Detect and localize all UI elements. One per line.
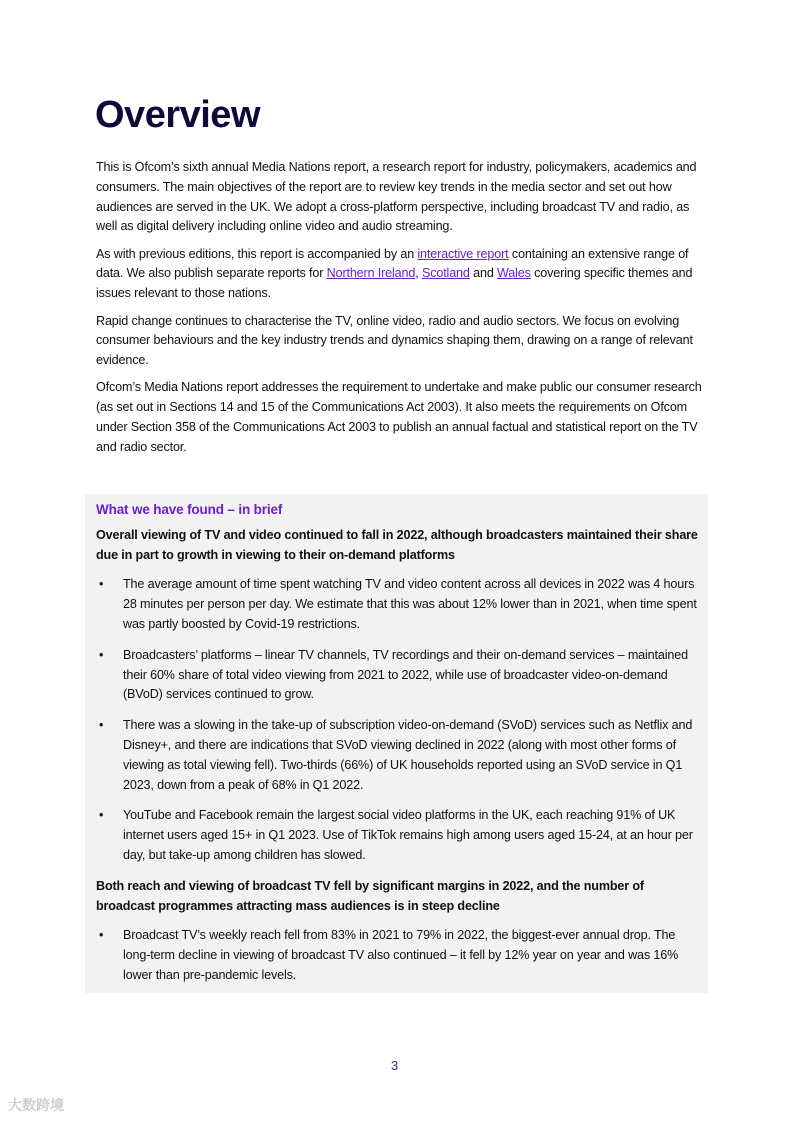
findings-lead-1: Overall viewing of TV and video continued to fall in 2022, although broadcasters maintained their share due in part to growth in viewing to their on-demand platforms bbox=[96, 527, 698, 562]
list-item bbox=[96, 716, 702, 795]
list-item bbox=[96, 926, 702, 985]
findings-box bbox=[85, 494, 708, 993]
bullet-icon: • bbox=[99, 808, 104, 823]
bullet-icon: • bbox=[99, 577, 104, 592]
findings-heading: What we have found – in brief bbox=[96, 502, 283, 517]
change-paragraph: Rapid change continues to characterise the TV, online video, radio and audio sectors. We focus on evolving consumer behaviours and the key industry trends and dynamics shaping them, drawing on a range of relevant evidence. bbox=[96, 313, 693, 368]
list-item-text: Broadcast TV’s weekly reach fell from 83% in 2021 to 79% in 2022, the biggest-ever annual drop. The long-term decline in viewing of broadcast TV also continued – it fell by 12% year on year and was 16% lower than pre-pandemic levels. bbox=[123, 928, 679, 982]
bullet-icon: • bbox=[99, 928, 104, 943]
northern-ireland-link[interactable]: Northern Ireland bbox=[326, 266, 416, 281]
list-item bbox=[96, 575, 702, 634]
requirements-paragraph: Ofcom’s Media Nations report addresses the requirement to undertake and make public our consumer research (as set out in Sections 14 and 15 of the Communications Act 2003). It also meets the requirements on Ofcom under Section 358 of the Communications Act 2003 to publish an annual factual and statistical report on the TV and radio sector. bbox=[96, 380, 702, 454]
list-item-text: YouTube and Facebook remain the largest social video platforms in the UK, each reaching 91% of UK internet users aged 15+ in Q1 2023. Use of TikTok remains high among users aged 15-24, at an hour per day, but take-up among children has slowed. bbox=[123, 808, 693, 862]
text: covering specific themes and issues relevant to those nations. bbox=[96, 266, 693, 301]
text: , bbox=[415, 266, 422, 281]
text: containing an extensive range of data. We also publish separate reports for bbox=[96, 246, 689, 281]
findings-lead-2: Both reach and viewing of broadcast TV fell by significant margins in 2022, and the number of broadcast programmes attracting mass audiences is in steep decline bbox=[96, 878, 644, 913]
scotland-link[interactable]: Scotland bbox=[421, 266, 470, 281]
bullet-icon: • bbox=[99, 647, 104, 662]
watermark: 大数跨境 bbox=[8, 1097, 64, 1113]
interactive-report-link[interactable]: interactive report bbox=[417, 246, 509, 261]
list-item bbox=[96, 806, 702, 865]
list-item-text: The average amount of time spent watching TV and video content across all devices in 2022 was 4 hours 28 minutes per person per day. We estimate that this was about 12% lower than in 2021, when time spent was partly boosted by Covid-19 restrictions. bbox=[123, 577, 697, 631]
list-item bbox=[96, 646, 702, 705]
wales-link[interactable]: Wales bbox=[497, 266, 531, 281]
list-item-text: Broadcasters’ platforms – linear TV channels, TV recordings and their on-demand services – maintained their 60% share of total video viewing from 2021 to 2022, while use of broadcaster video-on-demand (BVoD) services continued to grow. bbox=[123, 647, 688, 702]
intro-paragraph: This is Ofcom’s sixth annual Media Nations report, a research report for industry, policymakers, academics and consumers. The main objectives of the report are to review key trends in the media sector and set out how audiences are served in the UK. We adopt a cross-platform perspective, including broadcast TV and radio, as well as digital delivery including online video and audio streaming. bbox=[96, 160, 697, 234]
text: and bbox=[469, 266, 498, 281]
page-number: 3 bbox=[391, 1058, 399, 1073]
intro-body bbox=[96, 158, 702, 465]
list-item-text: There was a slowing in the take-up of subscription video-on-demand (SVoD) services such as Netflix and Disney+, and there are indications that SVoD viewing declined in 2022 (along with most other forms of viewing as total viewing fell). Two-thirds (66%) of UK households reported using an SVoD service in Q1 2023, down from a peak of 68% in Q1 2022. bbox=[123, 718, 693, 792]
findings-list-2 bbox=[96, 926, 702, 985]
findings-list-1 bbox=[96, 575, 702, 865]
links-paragraph bbox=[96, 245, 702, 304]
text: As with previous editions, this report is accompanied by an bbox=[96, 246, 418, 261]
bullet-icon: • bbox=[99, 718, 104, 733]
page-title: Overview bbox=[95, 94, 260, 136]
